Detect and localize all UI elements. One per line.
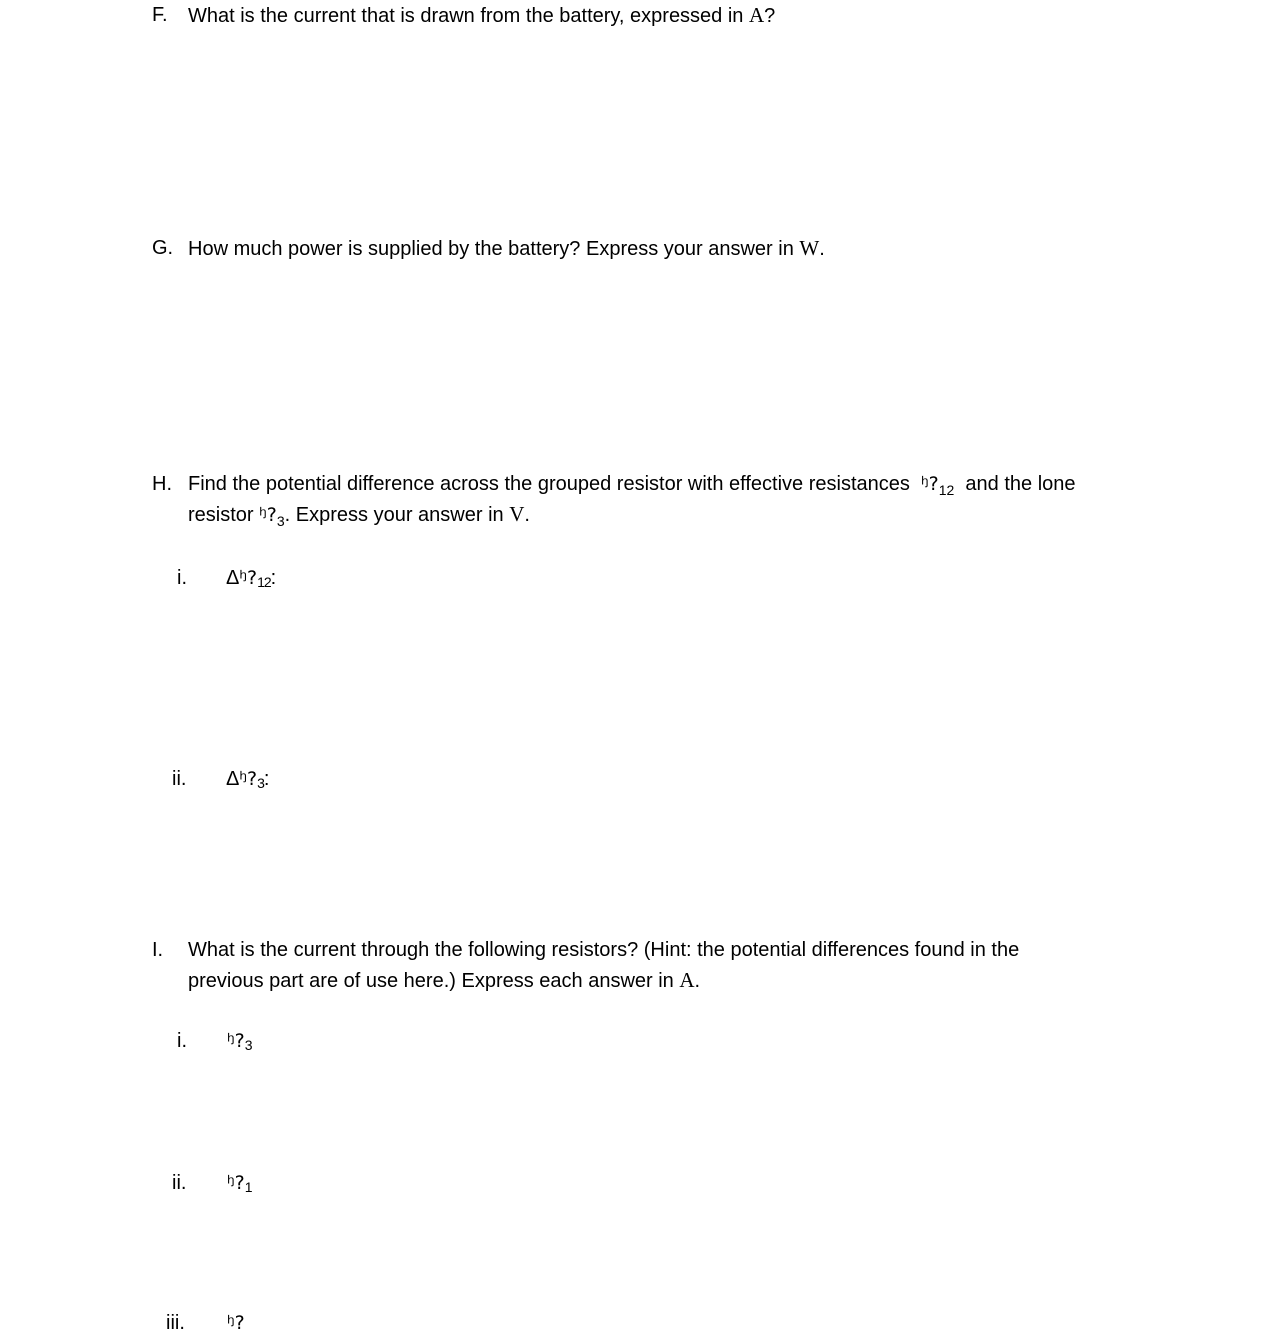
question-label: F.: [152, 4, 168, 26]
sub-item-expression: Δꭜ?3:: [226, 768, 270, 791]
unit: A: [749, 3, 765, 27]
subscript: 12: [938, 482, 955, 498]
subscript: 3: [276, 513, 285, 529]
question-text-line2: resistor $ꭜ?_3$. Express your answer in V.: [188, 502, 530, 529]
question-text: What is the current that is drawn from the battery, expressed in A?: [188, 3, 776, 27]
question-text-line1: Find the potential difference across the grouped resistor with effective resistances $ꭜ?_{12}$ and the lone: [188, 473, 1076, 498]
resistance-symbol: ꭜ?: [259, 504, 277, 526]
resistance-symbol: ꭜ?: [239, 768, 258, 790]
question-text-line2: previous part are of use here.) Express each answer in A.: [188, 968, 701, 992]
unit: W: [799, 236, 820, 260]
current-symbol: ꭜ?: [227, 1172, 245, 1194]
sub-item-label: iii.: [166, 1312, 185, 1334]
subscript: 1: [244, 1179, 252, 1195]
question-text: How much power is supplied by the battery? Express your answer in W.: [188, 236, 825, 260]
subscript: 3: [244, 1037, 252, 1053]
subscript: 3: [257, 775, 264, 791]
unit: V: [509, 502, 525, 526]
sub-item-expression: Δꭜ?12:: [226, 567, 277, 590]
sub-item-label: i.: [177, 1030, 187, 1052]
resistance-symbol: ꭜ?: [921, 473, 939, 495]
sub-item-label: i.: [177, 567, 187, 589]
question-label: H.: [152, 473, 172, 495]
sub-item-label: ii.: [172, 1172, 187, 1194]
question-label: I.: [152, 939, 164, 961]
sub-item-expression: [227, 1168, 252, 1199]
current-symbol: ꭜ?: [227, 1030, 245, 1052]
resistance-symbol: ꭜ?: [239, 567, 258, 589]
question-label: G.: [152, 237, 174, 259]
sub-item-expression: [227, 1026, 252, 1057]
sub-item-expression: [227, 1308, 245, 1339]
current-symbol: ꭜ?: [227, 1312, 245, 1334]
sub-item-label: ii.: [172, 768, 187, 790]
question-text-line1: What is the current through the following resistors? (Hint: the potential differences found in the: [188, 939, 1020, 961]
unit: A: [679, 968, 695, 992]
subscript: 12: [257, 574, 271, 590]
